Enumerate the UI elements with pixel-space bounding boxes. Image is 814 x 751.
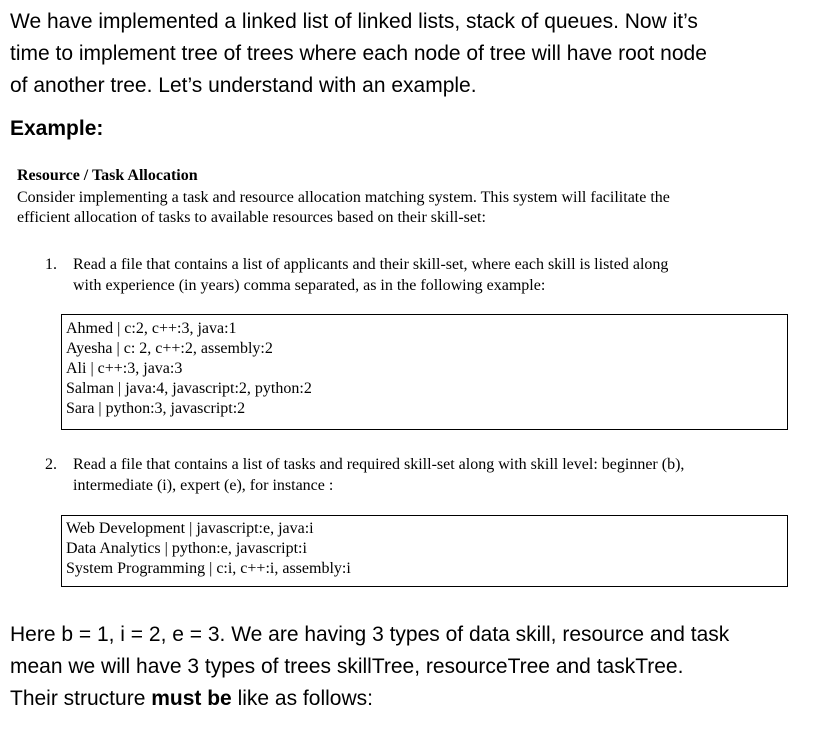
outro-line-3-start: Their structure	[10, 687, 152, 710]
list-item-2	[45, 454, 790, 496]
list-item-1-line-1: Read a file that contains a list of applicants and their skill-set, where each skill is listed along	[73, 256, 669, 273]
applicants-example-box	[61, 314, 788, 430]
intro-line-2: time to implement tree of trees where each node of tree will have root node	[10, 42, 707, 65]
list-item-text	[73, 454, 790, 496]
list-item-1-line-2: with experience (in years) comma separated, as in the following example:	[73, 277, 546, 294]
list-item-number: 2.	[45, 456, 57, 473]
list-item-text	[73, 254, 790, 296]
applicant-line: Ahmed | c:2, c++:3, java:1	[66, 320, 237, 337]
list-item-1	[45, 254, 790, 296]
outro-emphasis: must be	[151, 687, 232, 710]
example-heading: Example:	[10, 117, 104, 140]
task-line: Data Analytics | python:e, javascript:i	[66, 540, 307, 557]
task-line: Web Development | javascript:e, java:i	[66, 520, 314, 537]
applicant-line: Salman | java:4, javascript:2, python:2	[66, 380, 312, 397]
applicant-line: Sara | python:3, javascript:2	[66, 400, 246, 417]
outro-line-3-end: like as follows:	[231, 687, 373, 710]
section-title: Resource / Task Allocation	[17, 167, 198, 184]
applicant-line: Ayesha | c: 2, c++:2, assembly:2	[66, 340, 273, 357]
task-line: System Programming | c:i, c++:i, assembly:i	[66, 560, 351, 577]
outro-line-1: Here b = 1, i = 2, e = 3. We are having 3 types of data skill, resource and task	[10, 623, 730, 646]
intro-paragraph	[10, 6, 800, 102]
applicant-line: Ali | c++:3, java:3	[66, 360, 183, 377]
outro-line-2: mean we will have 3 types of trees skillTree, resourceTree and taskTree.	[10, 655, 684, 678]
intro-line-3: of another tree. Let’s understand with an example.	[10, 74, 477, 97]
intro-line-1: We have implemented a linked list of linked lists, stack of queues. Now it’s	[10, 10, 698, 33]
section-desc-line-2: efficient allocation of tasks to available resources based on their skill-set:	[17, 209, 486, 226]
list-item-number: 1.	[45, 256, 57, 273]
list-item-2-line-2: intermediate (i), expert (e), for instance :	[73, 477, 334, 494]
section-desc-line-1: Consider implementing a task and resource allocation matching system. This system will facilitate the	[17, 189, 670, 206]
section-description	[17, 188, 787, 228]
outro-paragraph	[10, 619, 800, 715]
tasks-example-box	[61, 515, 788, 587]
list-item-2-line-1: Read a file that contains a list of tasks and required skill-set along with skill level: beginner (b),	[73, 456, 685, 473]
